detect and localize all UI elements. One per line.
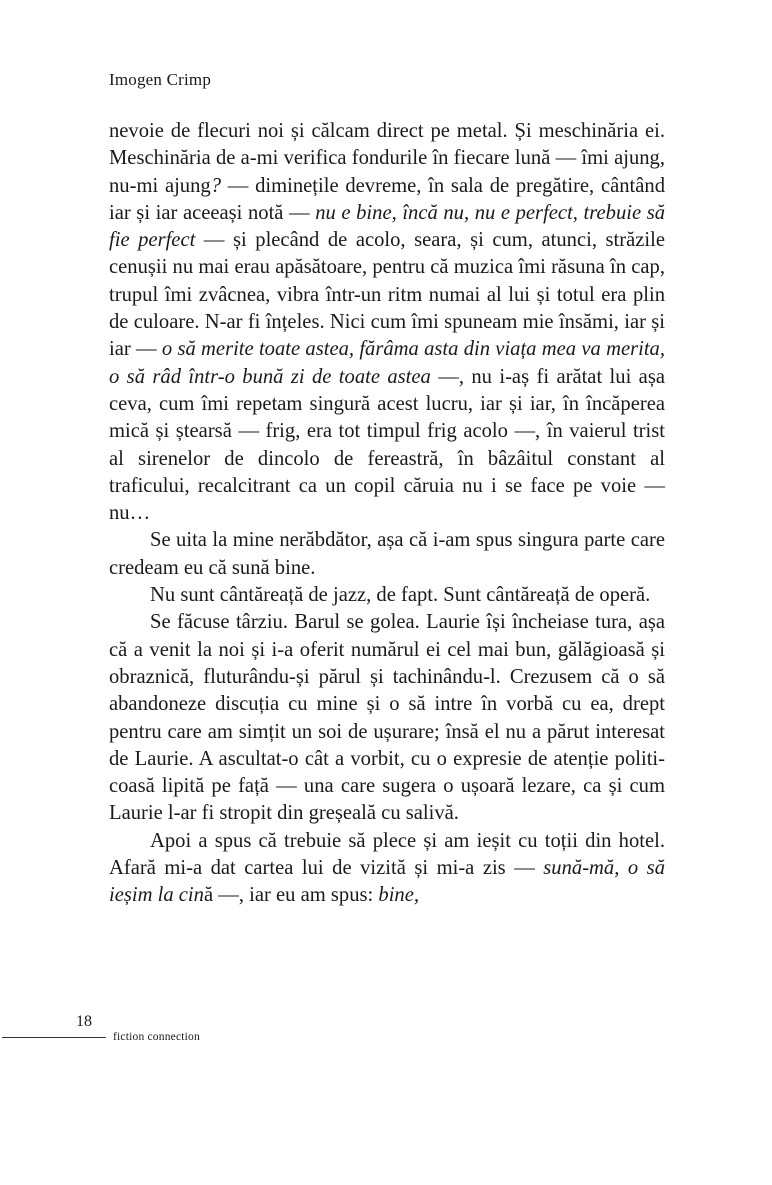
text-segment: Apoi a spus că trebuie să plece și am ieșit cu toții din hotel. Afară mi-a dat cartea lui de vizită și mi-a zis — — [109, 829, 665, 880]
paragraph — [109, 828, 665, 910]
text-segment: — și plecând de acolo, seara, și cum, atunci, străzile cenușii nu mai erau apăsătoare, pentru că muzica îmi răsuna în cap, trupul îmi zvâcnea, vibra într-un ritm numai al lui și totul era plin de culoare. N-ar fi înțeles. Nici cum îmi spuneam mie însămi, iar și iar — — [109, 229, 665, 361]
text-segment: ă —, iar eu am spus: — [203, 884, 379, 907]
footer-label: fiction connection — [113, 1031, 200, 1043]
paragraph — [109, 527, 665, 582]
text-segment: Nu sunt cântăreață de jazz, de fapt. Sunt cântăreață de operă. — [150, 584, 651, 607]
page-number: 18 — [76, 1013, 92, 1030]
paragraph — [109, 582, 665, 609]
paragraph — [109, 609, 665, 827]
paragraph — [109, 118, 665, 527]
page-body — [109, 118, 665, 910]
text-segment: —, nu i-aș fi arătat lui așa ceva, cum îmi repetam singură acest lucru, iar și iar, în încăperea mică și ștearsă — frig, era tot timpul frig acolo —, în vaierul trist al sirenelor de dincolo de fereastră, în bâzâitul constant al traficului, recalcitrant ca un copil căruia nu i se face pe voie — nu… — [109, 365, 665, 525]
text-segment: Se făcuse târziu. Barul se golea. Laurie își încheiase tura, așa că a venit la noi și i-a oferit numărul ei cel mai bun, gălăgioasă și obraznică, fluturându-și părul și tachinându-l. Crezusem că o să abandoneze discuția cu mine și o să intre în vorbă cu ea, drept pentru care am simțit un soi de ușurare; însă el nu a părut interesat de Laurie. A ascultat-o cât a vorbit, cu o expresie de atenție politicoasă lipită pe față — una care sugera o ușoară lezare, ca și cum Laurie l-ar fi stropit din greșeală cu salivă. — [109, 611, 665, 825]
italic-text-segment: ? — [210, 174, 221, 197]
running-header: Imogen Crimp — [109, 70, 212, 89]
footer-rule — [2, 1037, 106, 1038]
italic-text-segment: o să merite toate astea, fărâma asta din viața mea va merita, o să râd într-o bună zi de toate astea — [109, 338, 665, 388]
text-segment: — diminețile devreme, în sala de pregătire, cântând iar și iar aceeași notă — — [109, 174, 665, 224]
italic-text-segment: sună-mă, o să ieșim la cin — [109, 857, 665, 907]
text-segment: Se uita la mine nerăbdător, așa că i-am spus singura parte care credeam eu că sună bine. — [109, 529, 665, 579]
italic-text-segment: bine, — [378, 884, 419, 907]
italic-text-segment: nu e bine, încă nu, nu e perfect, trebuie să fie perfect — [109, 201, 666, 252]
text-segment: nevoie de flecuri noi și călcam direct pe metal. Și meschinăria ei. Meschinăria de a-mi verifica fondurile în fiecare lună — îmi ajung, nu-mi ajung — [109, 120, 665, 197]
